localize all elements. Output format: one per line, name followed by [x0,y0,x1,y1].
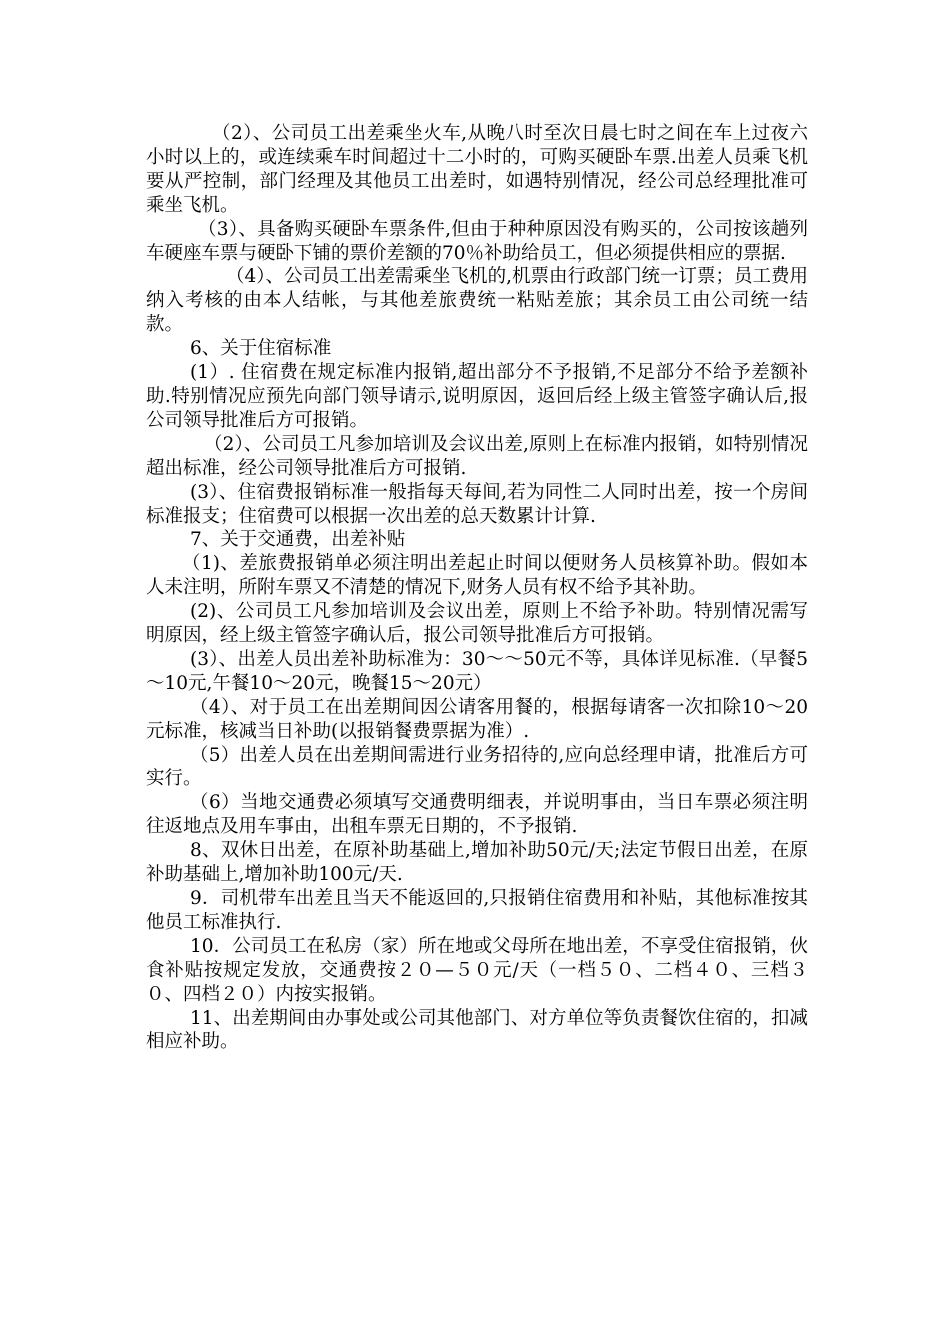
paragraph-transport-6: （6）当地交通费必须填写交通费明细表，并说明事由，当日车票必须注明往返地点及用车事由，出租车票无日期的，不予报销. [146,792,808,838]
paragraph-accommodation-1: (1）. 住宿费在规定标准内报销,超出部分不予报销,不足部分不给予差额补助.特别情况应预先向部门领导请示,说明原因，返回后经上级主管签字确认后,报公司领导批准后方可报销。 [146,362,808,431]
document-body [146,122,808,1054]
paragraph-air-ticket: （4）、公司员工出差需乘坐飞机的,机票由行政部门统一订票；员工费用纳入考核的由本人结帐，与其他差旅费统一粘贴差旅；其余员工由公司统一结款。 [146,266,808,336]
paragraph-transport-4: （4）、对于员工在出差期间因公请客用餐的，根据每请客一次扣除10～20元标准，核减当日补助(以报销餐费票据为准）. [146,696,808,742]
paragraph-train-sleeper: （2）、公司员工出差乘坐火车,从晚八时至次日晨七时之间在车上过夜六小时以上的，或连续乘车时间超过十二小时的，可购买硬卧车票.出差人员乘飞机要从严控制，部门经理及其他员工出差时，如遇特别情况，经公司总经理批准可乘坐飞机。 [146,123,808,216]
paragraph-transport-1: （1)、差旅费报销单必须注明出差起止时间以便财务人员核算补助。假如本人未注明，所附车票又不清楚的情况下,财务人员有权不给予其补助。 [146,553,808,599]
paragraph-transport-2: (2)、公司员工凡参加培训及会议出差，原则上不给予补助。特别情况需写明原因，经上级主管签字确认后，报公司领导批准后方可报销。 [146,601,808,647]
paragraph-accommodation-3: (3）、住宿费报销标准一般指每天每间,若为同性二人同时出差，按一个房间标准报支；住宿费可以根据一次出差的总天数累计计算. [146,481,808,527]
paragraph-weekend-trips: 8、双休日出差，在原补助基础上,增加补助50元/天;法定节假日出差，在原补助基础上,增加补助100元/天. [146,840,808,886]
paragraph-deduction: 11、出差期间由办事处或公司其他部门、对方单位等负责餐饮住宿的，扣减相应补助。 [146,1007,808,1053]
paragraph-transport-3: (3）、出差人员出差补助标准为：30～～50元不等，具体详见标准.（早餐5～10元,午餐10～20元，晚餐15～20元） [146,648,808,694]
section-heading-transport: 7、关于交通费，出差补贴 [190,529,406,551]
section-heading-accommodation: 6、关于住宿标准 [190,338,332,360]
paragraph-home-location: 10．公司员工在私房（家）所在地或父母所在地出差，不享受住宿报销，伙食补贴按规定发放，交通费按２０—５０元/天（一档５０、二档４０、三档３０、四档２０）内按实报销。 [146,935,808,1005]
paragraph-sleeper-subsidy: （3）、具备购买硬卧车票条件,但由于种种原因没有购买的，公司按该趟列车硬座车票与硬卧下铺的票价差额的70％补助给员工，但必须提供相应的票据. [146,218,808,264]
paragraph-driver-trips: 9．司机带车出差且当天不能返回的,只报销住宿费用和补贴，其他标准按其他员工标准执行. [146,888,808,933]
paragraph-accommodation-2: （2）、公司员工凡参加培训及会议出差,原则上在标准内报销，如特别情况超出标准，经公司领导批准后方可报销. [146,433,808,479]
paragraph-transport-5: （5）出差人员在出差期间需进行业务招待的,应向总经理申请，批准后方可实行。 [146,744,808,790]
